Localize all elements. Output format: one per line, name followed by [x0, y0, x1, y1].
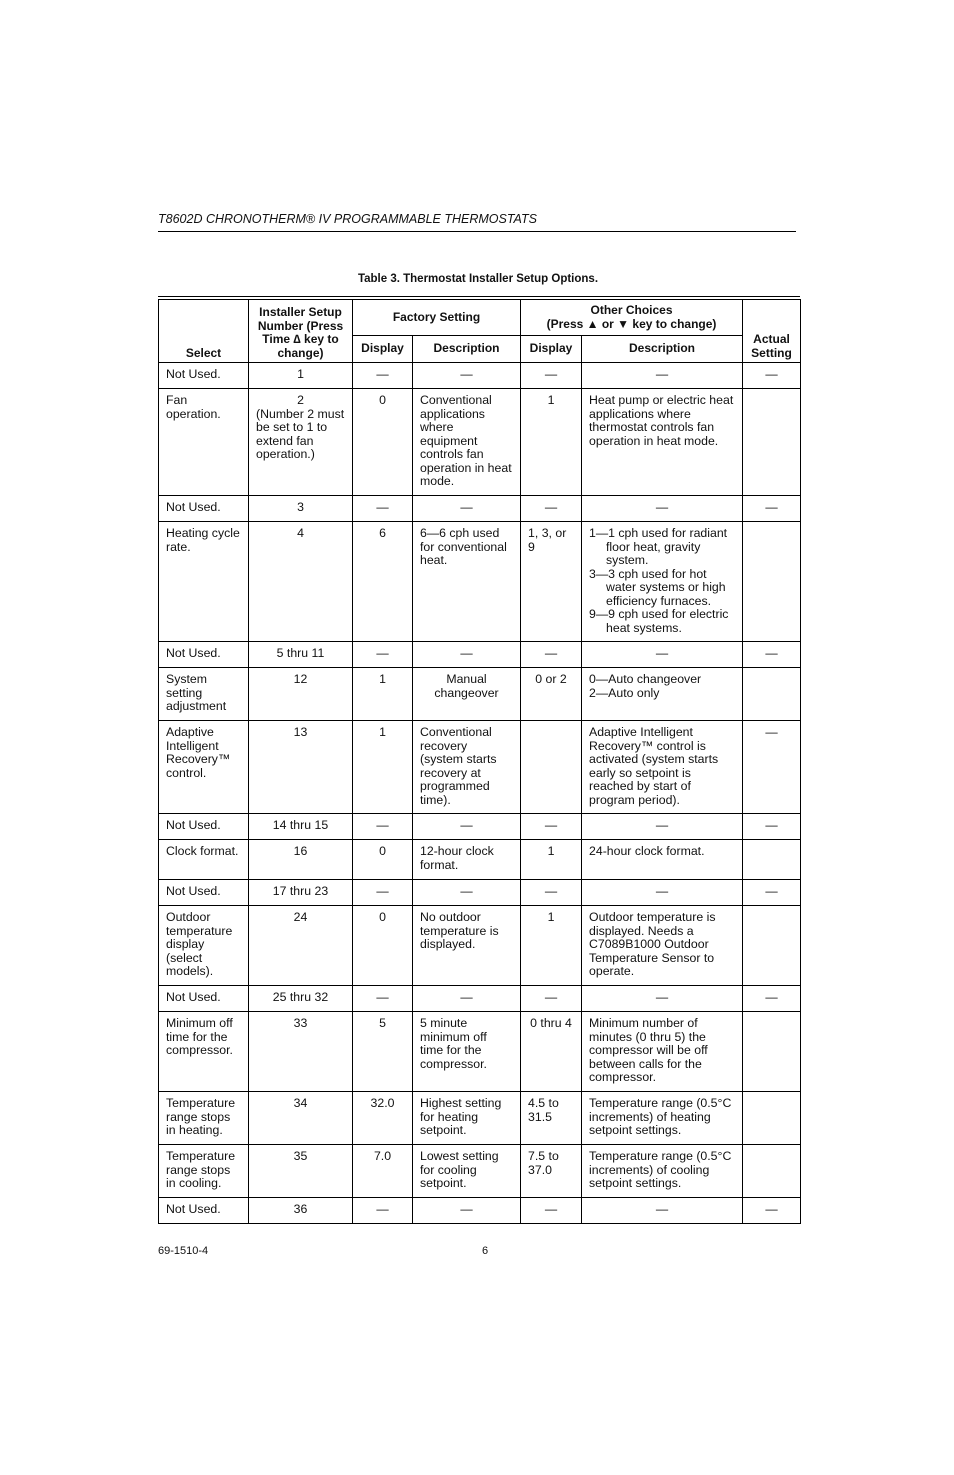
cell-other-display: —	[521, 814, 582, 840]
cell-other-display: 1	[521, 840, 582, 880]
other-description-line: Outdoor temperature is displayed. Needs a C7089B1000 Outdoor Temperature Sensor to operate.	[589, 910, 716, 978]
table-row	[159, 363, 801, 389]
cell-factory-display: 0	[353, 840, 413, 880]
cell-actual-setting: —	[743, 1198, 801, 1224]
cell-factory-description: —	[413, 880, 521, 906]
other-description-line: —	[655, 367, 669, 381]
cell-select: Not Used.	[159, 880, 249, 906]
header-factory-description: Description	[413, 336, 521, 363]
cell-other-display: 0 thru 4	[521, 1012, 582, 1092]
cell-factory-description: —	[413, 1198, 521, 1224]
cell-actual-setting	[743, 1092, 801, 1145]
cell-factory-display: —	[353, 986, 413, 1012]
cell-setup-number: 5 thru 11	[249, 642, 353, 668]
cell-factory-display: 6	[353, 522, 413, 642]
other-description-line: —	[655, 500, 669, 514]
cell-setup-number: 12	[249, 668, 353, 721]
cell-other-display: 1, 3, or 9	[521, 522, 582, 642]
cell-factory-display: —	[353, 880, 413, 906]
other-description-line: —	[655, 1202, 669, 1216]
other-description-line: —	[655, 990, 669, 1004]
cell-setup-number: 13	[249, 721, 353, 814]
cell-actual-setting: —	[743, 496, 801, 522]
cell-actual-setting	[743, 389, 801, 496]
other-description-line: Adaptive Intelligent Recovery™ control is activated (system starts early so setpoint is reached by start of program period).	[589, 725, 719, 807]
table-row	[159, 496, 801, 522]
cell-setup-number: 14 thru 15	[249, 814, 353, 840]
table-row	[159, 880, 801, 906]
cell-select: Temperature range stops in heating.	[159, 1092, 249, 1145]
cell-factory-display: 5	[353, 1012, 413, 1092]
cell-setup-number: 16	[249, 840, 353, 880]
cell-factory-description: 5 minute minimum off time for the compressor.	[413, 1012, 521, 1092]
cell-factory-display: —	[353, 496, 413, 522]
cell-other-display: 0 or 2	[521, 668, 582, 721]
cell-actual-setting	[743, 1145, 801, 1198]
cell-factory-description: —	[413, 363, 521, 389]
cell-other-display: 1	[521, 389, 582, 496]
doc-number: 69-1510-4	[158, 1245, 209, 1257]
cell-other-description	[582, 906, 743, 986]
cell-factory-description: 6—6 cph used for conventional heat.	[413, 522, 521, 642]
cell-actual-setting	[743, 522, 801, 642]
header-other-description: Description	[582, 336, 743, 363]
setup-number-note: (Number 2 must be set to 1 to extend fan operation.)	[256, 406, 345, 461]
table-row	[159, 1012, 801, 1092]
cell-factory-display: —	[353, 1198, 413, 1224]
header-actual-setting: Actual Setting	[743, 300, 801, 363]
cell-other-description	[582, 840, 743, 880]
other-description-line: Heat pump or electric heat applications where thermostat controls fan operation in heat mode.	[589, 393, 734, 448]
cell-setup-number: 17 thru 23	[249, 880, 353, 906]
header-factory-setting: Factory Setting	[353, 300, 521, 336]
cell-factory-description: —	[413, 986, 521, 1012]
other-description-line: 9—9 cph used for electric heat systems.	[589, 607, 729, 635]
cell-setup-number	[249, 389, 353, 496]
cell-factory-description: Highest setting for heating setpoint.	[413, 1092, 521, 1145]
header-other-choices-title: Other Choices	[590, 303, 673, 317]
cell-factory-description: No outdoor temperature is displayed.	[413, 906, 521, 986]
table-row	[159, 668, 801, 721]
cell-other-description	[582, 522, 743, 642]
cell-actual-setting: —	[743, 363, 801, 389]
cell-other-description	[582, 880, 743, 906]
cell-other-description	[582, 1145, 743, 1198]
cell-other-display: 4.5 to 31.5	[521, 1092, 582, 1145]
other-description-line: —	[655, 818, 669, 832]
cell-other-display	[521, 721, 582, 814]
cell-factory-display: 0	[353, 389, 413, 496]
cell-select: Not Used.	[159, 986, 249, 1012]
cell-actual-setting	[743, 906, 801, 986]
other-description-line: Temperature range (0.5°C increments) of heating setpoint settings.	[589, 1096, 732, 1137]
table-row	[159, 986, 801, 1012]
other-description-line: 0—Auto changeover	[589, 672, 702, 686]
cell-other-display: —	[521, 642, 582, 668]
cell-factory-description: 12-hour clock format.	[413, 840, 521, 880]
table-row	[159, 1198, 801, 1224]
cell-other-description	[582, 1012, 743, 1092]
cell-actual-setting: —	[743, 986, 801, 1012]
cell-other-description	[582, 642, 743, 668]
cell-setup-number: 24	[249, 906, 353, 986]
cell-other-description	[582, 1198, 743, 1224]
cell-factory-display: 0	[353, 906, 413, 986]
cell-other-description	[582, 496, 743, 522]
cell-factory-description: Conventional applications where equipment controls fan operation in heat mode.	[413, 389, 521, 496]
cell-factory-display: 7.0	[353, 1145, 413, 1198]
header-other-display: Display	[521, 336, 582, 363]
cell-setup-number: 4	[249, 522, 353, 642]
cell-other-display: 7.5 to 37.0	[521, 1145, 582, 1198]
cell-other-description	[582, 363, 743, 389]
cell-actual-setting: —	[743, 814, 801, 840]
other-description-line: —	[655, 884, 669, 898]
cell-select: Not Used.	[159, 496, 249, 522]
header-other-choices-hint: (Press ▲ or ▼ key to change)	[546, 316, 717, 331]
cell-other-display: —	[521, 1198, 582, 1224]
header-setup-number: Installer Setup Number (Press Time ∆ key to change)	[249, 300, 353, 363]
cell-select: Not Used.	[159, 642, 249, 668]
cell-setup-number: 33	[249, 1012, 353, 1092]
cell-select: Not Used.	[159, 363, 249, 389]
cell-factory-display: 32.0	[353, 1092, 413, 1145]
setup-options-table-wrapper	[158, 296, 800, 1224]
other-description-line: Temperature range (0.5°C increments) of cooling setpoint settings.	[589, 1149, 732, 1190]
cell-factory-display: 1	[353, 668, 413, 721]
cell-select: Not Used.	[159, 814, 249, 840]
page-number: 6	[482, 1245, 489, 1257]
cell-factory-description: Conventional recovery (system starts recovery at programmed time).	[413, 721, 521, 814]
cell-factory-description: —	[413, 642, 521, 668]
cell-select: Adaptive Intelligent Recovery™ control.	[159, 721, 249, 814]
other-description-line: 1—1 cph used for radiant floor heat, gravity system.	[589, 526, 728, 567]
other-description-line: Minimum number of minutes (0 thru 5) the compressor will be off between calls for the compressor.	[589, 1016, 708, 1084]
other-description-line: 24-hour clock format.	[589, 844, 705, 858]
cell-select: System setting adjustment	[159, 668, 249, 721]
cell-select: Outdoor temperature display (select models).	[159, 906, 249, 986]
cell-other-description	[582, 986, 743, 1012]
table-row	[159, 721, 801, 814]
cell-setup-number: 25 thru 32	[249, 986, 353, 1012]
other-description-line: 2—Auto only	[589, 685, 660, 700]
cell-actual-setting	[743, 668, 801, 721]
table-row	[159, 1145, 801, 1198]
setup-options-table	[158, 299, 801, 1224]
table-row	[159, 522, 801, 642]
header-factory-display: Display	[353, 336, 413, 363]
cell-other-description	[582, 668, 743, 721]
cell-actual-setting: —	[743, 880, 801, 906]
cell-setup-number: 36	[249, 1198, 353, 1224]
cell-factory-description: Manual changeover	[413, 668, 521, 721]
cell-other-description	[582, 814, 743, 840]
cell-select: Minimum off time for the compressor.	[159, 1012, 249, 1092]
cell-other-display: —	[521, 363, 582, 389]
cell-factory-display: —	[353, 814, 413, 840]
table-caption: Table 3. Thermostat Installer Setup Options.	[357, 273, 599, 285]
cell-factory-description: Lowest setting for cooling setpoint.	[413, 1145, 521, 1198]
cell-setup-number: 35	[249, 1145, 353, 1198]
cell-factory-description: —	[413, 814, 521, 840]
cell-actual-setting	[743, 1012, 801, 1092]
cell-other-description	[582, 389, 743, 496]
table-row	[159, 814, 801, 840]
other-description-line: 3—3 cph used for hot water systems or high efficiency furnaces.	[589, 566, 726, 608]
cell-actual-setting	[743, 840, 801, 880]
table-row	[159, 906, 801, 986]
cell-other-description	[582, 721, 743, 814]
table-row	[159, 642, 801, 668]
cell-other-description	[582, 1092, 743, 1145]
cell-factory-display: 1	[353, 721, 413, 814]
cell-setup-number: 3	[249, 496, 353, 522]
page-header: T8602D CHRONOTHERM® IV PROGRAMMABLE THERMOSTATS	[158, 212, 796, 232]
cell-select: Fan operation.	[159, 389, 249, 496]
cell-select: Temperature range stops in cooling.	[159, 1145, 249, 1198]
cell-select: Not Used.	[159, 1198, 249, 1224]
cell-setup-number: 1	[249, 363, 353, 389]
other-description-line: —	[655, 646, 669, 660]
cell-select: Heating cycle rate.	[159, 522, 249, 642]
cell-factory-description: —	[413, 496, 521, 522]
cell-other-display: —	[521, 986, 582, 1012]
cell-factory-display: —	[353, 363, 413, 389]
cell-actual-setting: —	[743, 642, 801, 668]
cell-factory-display: —	[353, 642, 413, 668]
cell-other-display: —	[521, 496, 582, 522]
header-select: Select	[159, 300, 249, 363]
cell-setup-number: 34	[249, 1092, 353, 1145]
table-row	[159, 840, 801, 880]
table-body	[159, 363, 801, 1224]
cell-select: Clock format.	[159, 840, 249, 880]
table-row	[159, 389, 801, 496]
cell-other-display: —	[521, 880, 582, 906]
cell-other-display: 1	[521, 906, 582, 986]
setup-number-value: 2	[297, 393, 304, 407]
table-row	[159, 1092, 801, 1145]
header-other-choices	[521, 300, 743, 336]
cell-actual-setting: —	[743, 721, 801, 814]
